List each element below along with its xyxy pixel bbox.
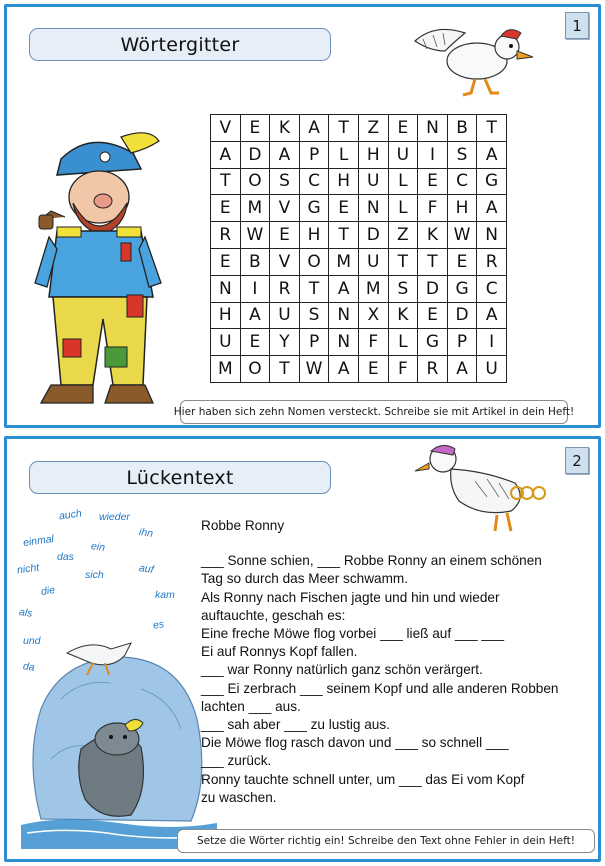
grid-cell: A <box>477 303 507 330</box>
grid-cell: O <box>300 249 330 276</box>
word-bank-item: auf <box>138 562 155 576</box>
grid-cell: K <box>418 222 448 249</box>
grid-cell: T <box>329 115 359 142</box>
card-title: Lückentext <box>29 461 331 494</box>
grid-cell: Z <box>389 222 419 249</box>
grid-cell: F <box>389 356 419 383</box>
grid-cell: O <box>241 169 271 196</box>
worksheet-card-cloze-text <box>4 436 601 862</box>
grid-cell: H <box>211 303 241 330</box>
grid-cell: E <box>211 249 241 276</box>
grid-cell: B <box>241 249 271 276</box>
grid-cell: I <box>477 329 507 356</box>
grid-cell: W <box>300 356 330 383</box>
grid-cell: S <box>270 169 300 196</box>
grid-cell: R <box>270 276 300 303</box>
grid-cell: T <box>389 249 419 276</box>
pirate-illustration <box>21 119 171 419</box>
instruction-box: Setze die Wörter richtig ein! Schreibe den Text ohne Fehler in dein Heft! <box>177 829 595 853</box>
story-line: ___ zurück. <box>201 753 272 769</box>
grid-cell: G <box>448 276 478 303</box>
grid-cell: A <box>329 356 359 383</box>
grid-cell: P <box>300 142 330 169</box>
word-bank-item: und <box>23 635 41 647</box>
story-line: Die Möwe flog rasch davon und ___ so schnell ___ <box>201 735 509 751</box>
word-bank-item: wieder <box>99 511 130 523</box>
grid-cell: L <box>329 142 359 169</box>
story-line: ___ Ei zerbrach ___ seinem Kopf und alle anderen Robben <box>201 680 559 696</box>
grid-cell: E <box>241 329 271 356</box>
word-bank-item: nicht <box>16 561 40 577</box>
story-line: lachten ___ aus. <box>201 698 301 714</box>
word-search-grid <box>210 114 507 383</box>
story-line: Tag so durch das Meer schwamm. <box>201 571 409 587</box>
grid-cell: A <box>300 115 330 142</box>
grid-cell: N <box>329 303 359 330</box>
grid-cell: A <box>477 195 507 222</box>
grid-cell: L <box>389 329 419 356</box>
grid-cell: B <box>448 115 478 142</box>
grid-cell: G <box>477 169 507 196</box>
grid-cell: N <box>359 195 389 222</box>
page-number-badge: 2 <box>565 447 589 474</box>
grid-cell: E <box>418 169 448 196</box>
grid-cell: F <box>359 329 389 356</box>
grid-cell: A <box>329 276 359 303</box>
word-bank-item: auch <box>58 507 83 523</box>
grid-cell: D <box>418 276 448 303</box>
grid-cell: R <box>418 356 448 383</box>
story-line: Eine freche Möwe flog vorbei ___ ließ auf ___ ___ <box>201 626 505 642</box>
seagull-illustration <box>405 21 535 101</box>
grid-cell: D <box>359 222 389 249</box>
grid-cell: A <box>211 142 241 169</box>
grid-cell: M <box>329 249 359 276</box>
grid-cell: A <box>241 303 271 330</box>
grid-cell: M <box>359 276 389 303</box>
grid-cell: E <box>448 249 478 276</box>
grid-cell: C <box>448 169 478 196</box>
story-line: ___ sah aber ___ zu lustig aus. <box>201 717 390 733</box>
grid-cell: H <box>300 222 330 249</box>
page-number-badge: 1 <box>565 12 589 39</box>
grid-cell: E <box>389 115 419 142</box>
grid-cell: V <box>270 249 300 276</box>
grid-cell: H <box>359 142 389 169</box>
grid-cell: F <box>418 195 448 222</box>
grid-cell: D <box>448 303 478 330</box>
story-line: auftauchte, geschah es: <box>201 607 346 623</box>
grid-cell: H <box>329 169 359 196</box>
grid-cell: D <box>241 142 271 169</box>
grid-cell: N <box>477 222 507 249</box>
word-bank-item: als <box>18 606 34 620</box>
grid-cell: T <box>329 222 359 249</box>
grid-cell: U <box>359 249 389 276</box>
grid-cell: Z <box>359 115 389 142</box>
word-bank-item: die <box>40 584 56 598</box>
grid-cell: V <box>270 195 300 222</box>
story-line: Als Ronny nach Fischen jagte und hin und wieder <box>201 589 500 605</box>
grid-cell: G <box>300 195 330 222</box>
story-line: zu waschen. <box>201 789 277 805</box>
word-bank-item: ein <box>90 540 106 554</box>
rock-and-seal-illustration <box>21 639 217 849</box>
grid-cell: W <box>241 222 271 249</box>
grid-cell: N <box>418 115 448 142</box>
grid-cell: T <box>270 356 300 383</box>
card-title: Wörtergitter <box>29 28 331 61</box>
word-bank-item: ihn <box>138 526 154 540</box>
grid-cell: T <box>418 249 448 276</box>
word-bank-item: sich <box>85 569 104 581</box>
story-lines <box>201 552 581 807</box>
grid-cell: N <box>329 329 359 356</box>
grid-cell: E <box>270 222 300 249</box>
grid-cell: A <box>270 142 300 169</box>
grid-cell: N <box>211 276 241 303</box>
grid-cell: L <box>389 195 419 222</box>
grid-cell: M <box>241 195 271 222</box>
grid-cell: T <box>300 276 330 303</box>
grid-cell: K <box>270 115 300 142</box>
grid-cell: P <box>300 329 330 356</box>
story-text <box>201 517 581 807</box>
grid-cell: U <box>270 303 300 330</box>
grid-cell: Y <box>270 329 300 356</box>
worksheet-card-word-grid <box>4 4 601 428</box>
grid-cell: K <box>389 303 419 330</box>
grid-cell: C <box>300 169 330 196</box>
instruction-box: Hier haben sich zehn Nomen versteckt. Schreibe sie mit Artikel in dein Heft! <box>180 400 568 424</box>
grid-cell: M <box>211 356 241 383</box>
grid-cell: P <box>448 329 478 356</box>
story-line: Ei auf Ronnys Kopf fallen. <box>201 644 358 660</box>
grid-cell: E <box>241 115 271 142</box>
grid-cell: U <box>359 169 389 196</box>
grid-cell: U <box>477 356 507 383</box>
grid-cell: A <box>477 142 507 169</box>
grid-cell: G <box>418 329 448 356</box>
story-title: Robbe Ronny <box>201 518 285 533</box>
word-bank-item: da <box>22 660 36 674</box>
grid-cell: A <box>448 356 478 383</box>
story-line: ___ war Ronny natürlich ganz schön verärgert. <box>201 662 483 678</box>
grid-cell: X <box>359 303 389 330</box>
grid-cell: W <box>448 222 478 249</box>
grid-cell: R <box>477 249 507 276</box>
grid-cell: S <box>300 303 330 330</box>
grid-cell: E <box>418 303 448 330</box>
grid-cell: C <box>477 276 507 303</box>
grid-cell: U <box>211 329 241 356</box>
grid-cell: H <box>448 195 478 222</box>
grid-cell: T <box>477 115 507 142</box>
grid-cell: I <box>418 142 448 169</box>
grid-cell: V <box>211 115 241 142</box>
grid-cell: E <box>211 195 241 222</box>
grid-cell: R <box>211 222 241 249</box>
grid-cell: E <box>329 195 359 222</box>
grid-cell: E <box>359 356 389 383</box>
grid-cell: O <box>241 356 271 383</box>
grid-cell: T <box>211 169 241 196</box>
grid-cell: I <box>241 276 271 303</box>
grid-cell: U <box>389 142 419 169</box>
word-bank-item: das <box>57 551 74 563</box>
story-line: Ronny tauchte schnell unter, um ___ das Ei vom Kopf <box>201 771 525 787</box>
grid-cell: S <box>389 276 419 303</box>
word-bank-item: es <box>152 618 165 632</box>
grid-cell: S <box>448 142 478 169</box>
word-bank-item: einmal <box>22 532 55 550</box>
grid-cell: L <box>389 169 419 196</box>
story-line: ___ Sonne schien, ___ Robbe Ronny an einem schönen <box>201 553 542 569</box>
word-bank-item: kam <box>155 589 175 601</box>
